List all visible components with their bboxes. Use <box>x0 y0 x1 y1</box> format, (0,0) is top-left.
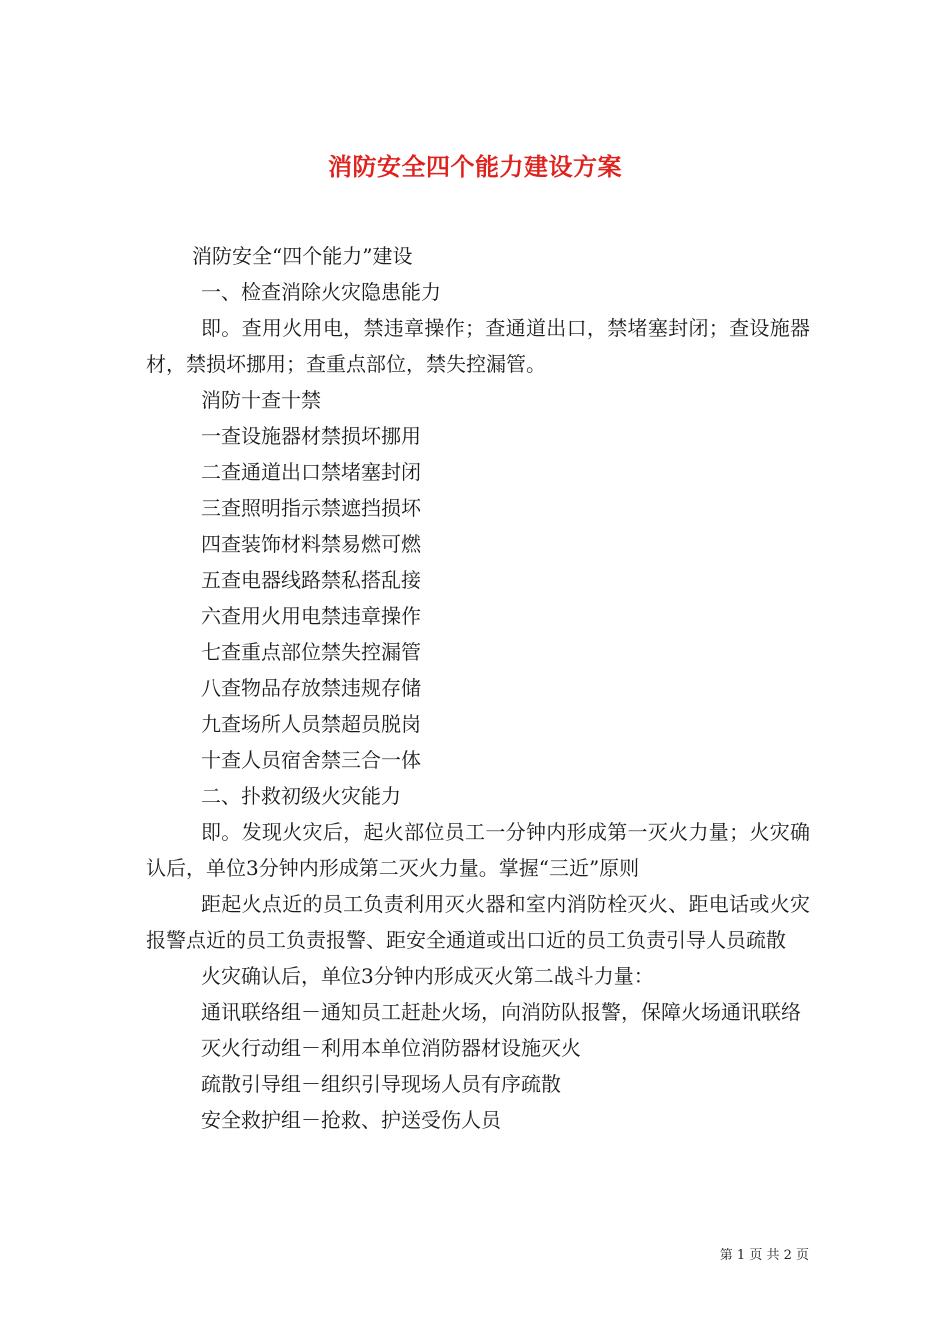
list-heading: 消防十查十禁 <box>201 388 321 412</box>
list-item: 十查人员宿舍禁三合一体 <box>201 748 421 772</box>
group-item: 灭火行动组－利用本单位消防器材设施灭火 <box>201 1036 581 1060</box>
section-heading-2: 二、扑救初级火灾能力 <box>201 784 401 808</box>
list-item: 九查场所人员禁超员脱岗 <box>201 712 421 736</box>
document-body <box>146 238 810 1138</box>
section-heading-1: 一、检查消除火灾隐患能力 <box>201 280 441 304</box>
document-title: 消防安全四个能力建设方案 <box>328 152 622 182</box>
list-item: 八查物品存放禁违规存储 <box>201 676 421 700</box>
list-item: 三查照明指示禁遮挡损坏 <box>201 496 421 520</box>
paragraph: 即。查用火用电，禁违章操作；查通道出口，禁堵塞封闭；查设施器材，禁损坏挪用；查重点部位，禁失控漏管。 <box>146 316 810 376</box>
list-item: 一查设施器材禁损坏挪用 <box>201 424 421 448</box>
page-number: 第 1 页 共 2 页 <box>719 1248 809 1263</box>
list-item: 七查重点部位禁失控漏管 <box>201 640 421 664</box>
paragraph: 即。发现火灾后，起火部位员工一分钟内形成第一灭火力量；火灾确认后，单位3分钟内形成第二灭火力量。掌握“三近”原则 <box>146 820 810 880</box>
group-item: 安全救护组－抢救、护送受伤人员 <box>201 1108 501 1132</box>
paragraph: 距起火点近的员工负责利用灭火器和室内消防栓灭火、距电话或火灾报警点近的员工负责报警、距安全通道或出口近的员工负责引导人员疏散 <box>146 892 810 952</box>
list-item: 六查用火用电禁违章操作 <box>201 604 421 628</box>
list-item: 五查电器线路禁私搭乱接 <box>201 568 421 592</box>
group-item: 通讯联络组－通知员工赶赴火场，向消防队报警，保障火场通讯联络 <box>201 1000 801 1024</box>
list-item: 二查通道出口禁堵塞封闭 <box>201 460 421 484</box>
paragraph-heading: 消防安全“四个能力”建设 <box>192 244 413 268</box>
list-item: 四查装饰材料禁易燃可燃 <box>201 532 421 556</box>
group-item: 疏散引导组－组织引导现场人员有序疏散 <box>201 1072 561 1096</box>
paragraph: 火灾确认后，单位3分钟内形成灭火第二战斗力量： <box>201 964 654 988</box>
